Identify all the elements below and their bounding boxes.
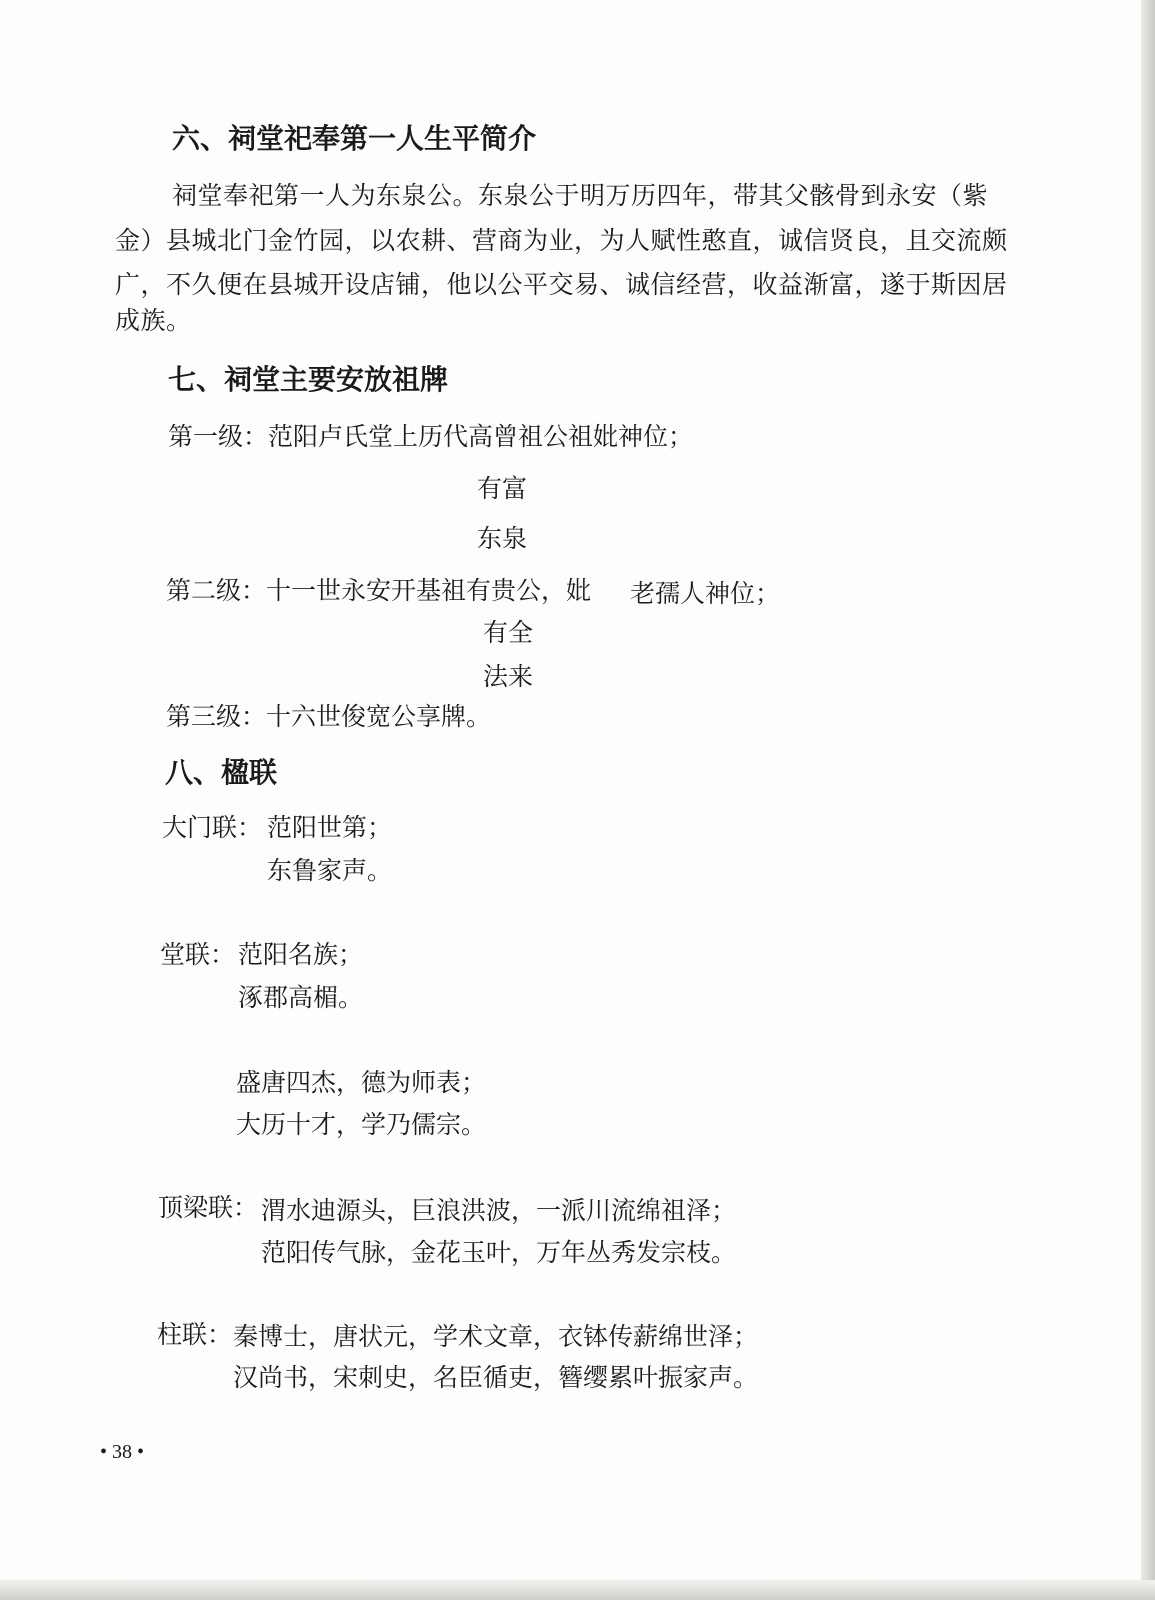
level3-text: 第三级：十六世俊宽公享牌。 (166, 702, 492, 731)
section6-line-2: 金）县城北门金竹园，以农耕、营商为业，为人赋性憨直，诚信贤良，且交流颇 (115, 226, 1008, 255)
pillar-couplet-label: 柱联： (157, 1320, 233, 1349)
beam-couplet-line-2: 范阳传气脉，金花玉叶，万年丛秀发宗枝。 (261, 1238, 737, 1267)
gate-couplet-line-2: 东鲁家声。 (267, 856, 393, 885)
page-bottom-shadow (0, 1580, 1155, 1600)
section6-heading: 六、祠堂祀奉第一人生平简介 (172, 122, 537, 155)
level1-name-1: 有富 (477, 474, 528, 503)
gate-couplet-line-1: 范阳世第； (267, 813, 393, 842)
hall-couplet-line-2: 涿郡高楣。 (238, 983, 364, 1012)
pillar-couplet-line-1: 秦博士，唐状元，学术文章，衣钵传薪绵世泽； (233, 1322, 759, 1351)
level1-text: 第一级：范阳卢氏堂上历代高曾祖公祖妣神位； (168, 422, 694, 451)
section6-line-3: 广，不久便在县城开设店铺，他以公平交易、诚信经营，收益渐富，遂于斯因居 (115, 270, 1008, 299)
section7-heading: 七、祠堂主要安放祖牌 (168, 363, 449, 396)
section8-heading: 八、楹联 (165, 756, 278, 789)
pillar-couplet-line-2: 汉尚书，宋刺史，名臣循吏，簪缨累叶振家声。 (233, 1363, 759, 1392)
page-edge-shadow (1141, 0, 1155, 1600)
level2-name-1: 有全 (483, 618, 534, 647)
beam-couplet-label: 顶梁联： (158, 1193, 259, 1222)
level2-name-2: 法来 (483, 662, 534, 691)
page-number: • 38 • (100, 1441, 145, 1463)
level1-name-2: 东泉 (477, 524, 528, 553)
hall-couplet-2-line-2: 大历十才，学乃儒宗。 (236, 1110, 487, 1139)
gate-couplet-label: 大门联： (162, 813, 263, 842)
hall-couplet-label: 堂联： (160, 940, 236, 969)
hall-couplet-2-line-1: 盛唐四杰，德为师表； (236, 1068, 487, 1097)
section6-line-4: 成族。 (115, 306, 192, 335)
level2-text-a: 第二级：十一世永安开基祖有贵公，妣 (166, 576, 592, 605)
section6-line-1: 祠堂奉祀第一人为东泉公。东泉公于明万历四年，带其父骸骨到永安（紫 (172, 181, 989, 210)
beam-couplet-line-1: 渭水迪源头，巨浪洪波，一派川流绵祖泽； (261, 1196, 737, 1225)
level2-text-b: 老孺人神位； (630, 579, 781, 608)
hall-couplet-line-1: 范阳名族； (238, 940, 364, 969)
